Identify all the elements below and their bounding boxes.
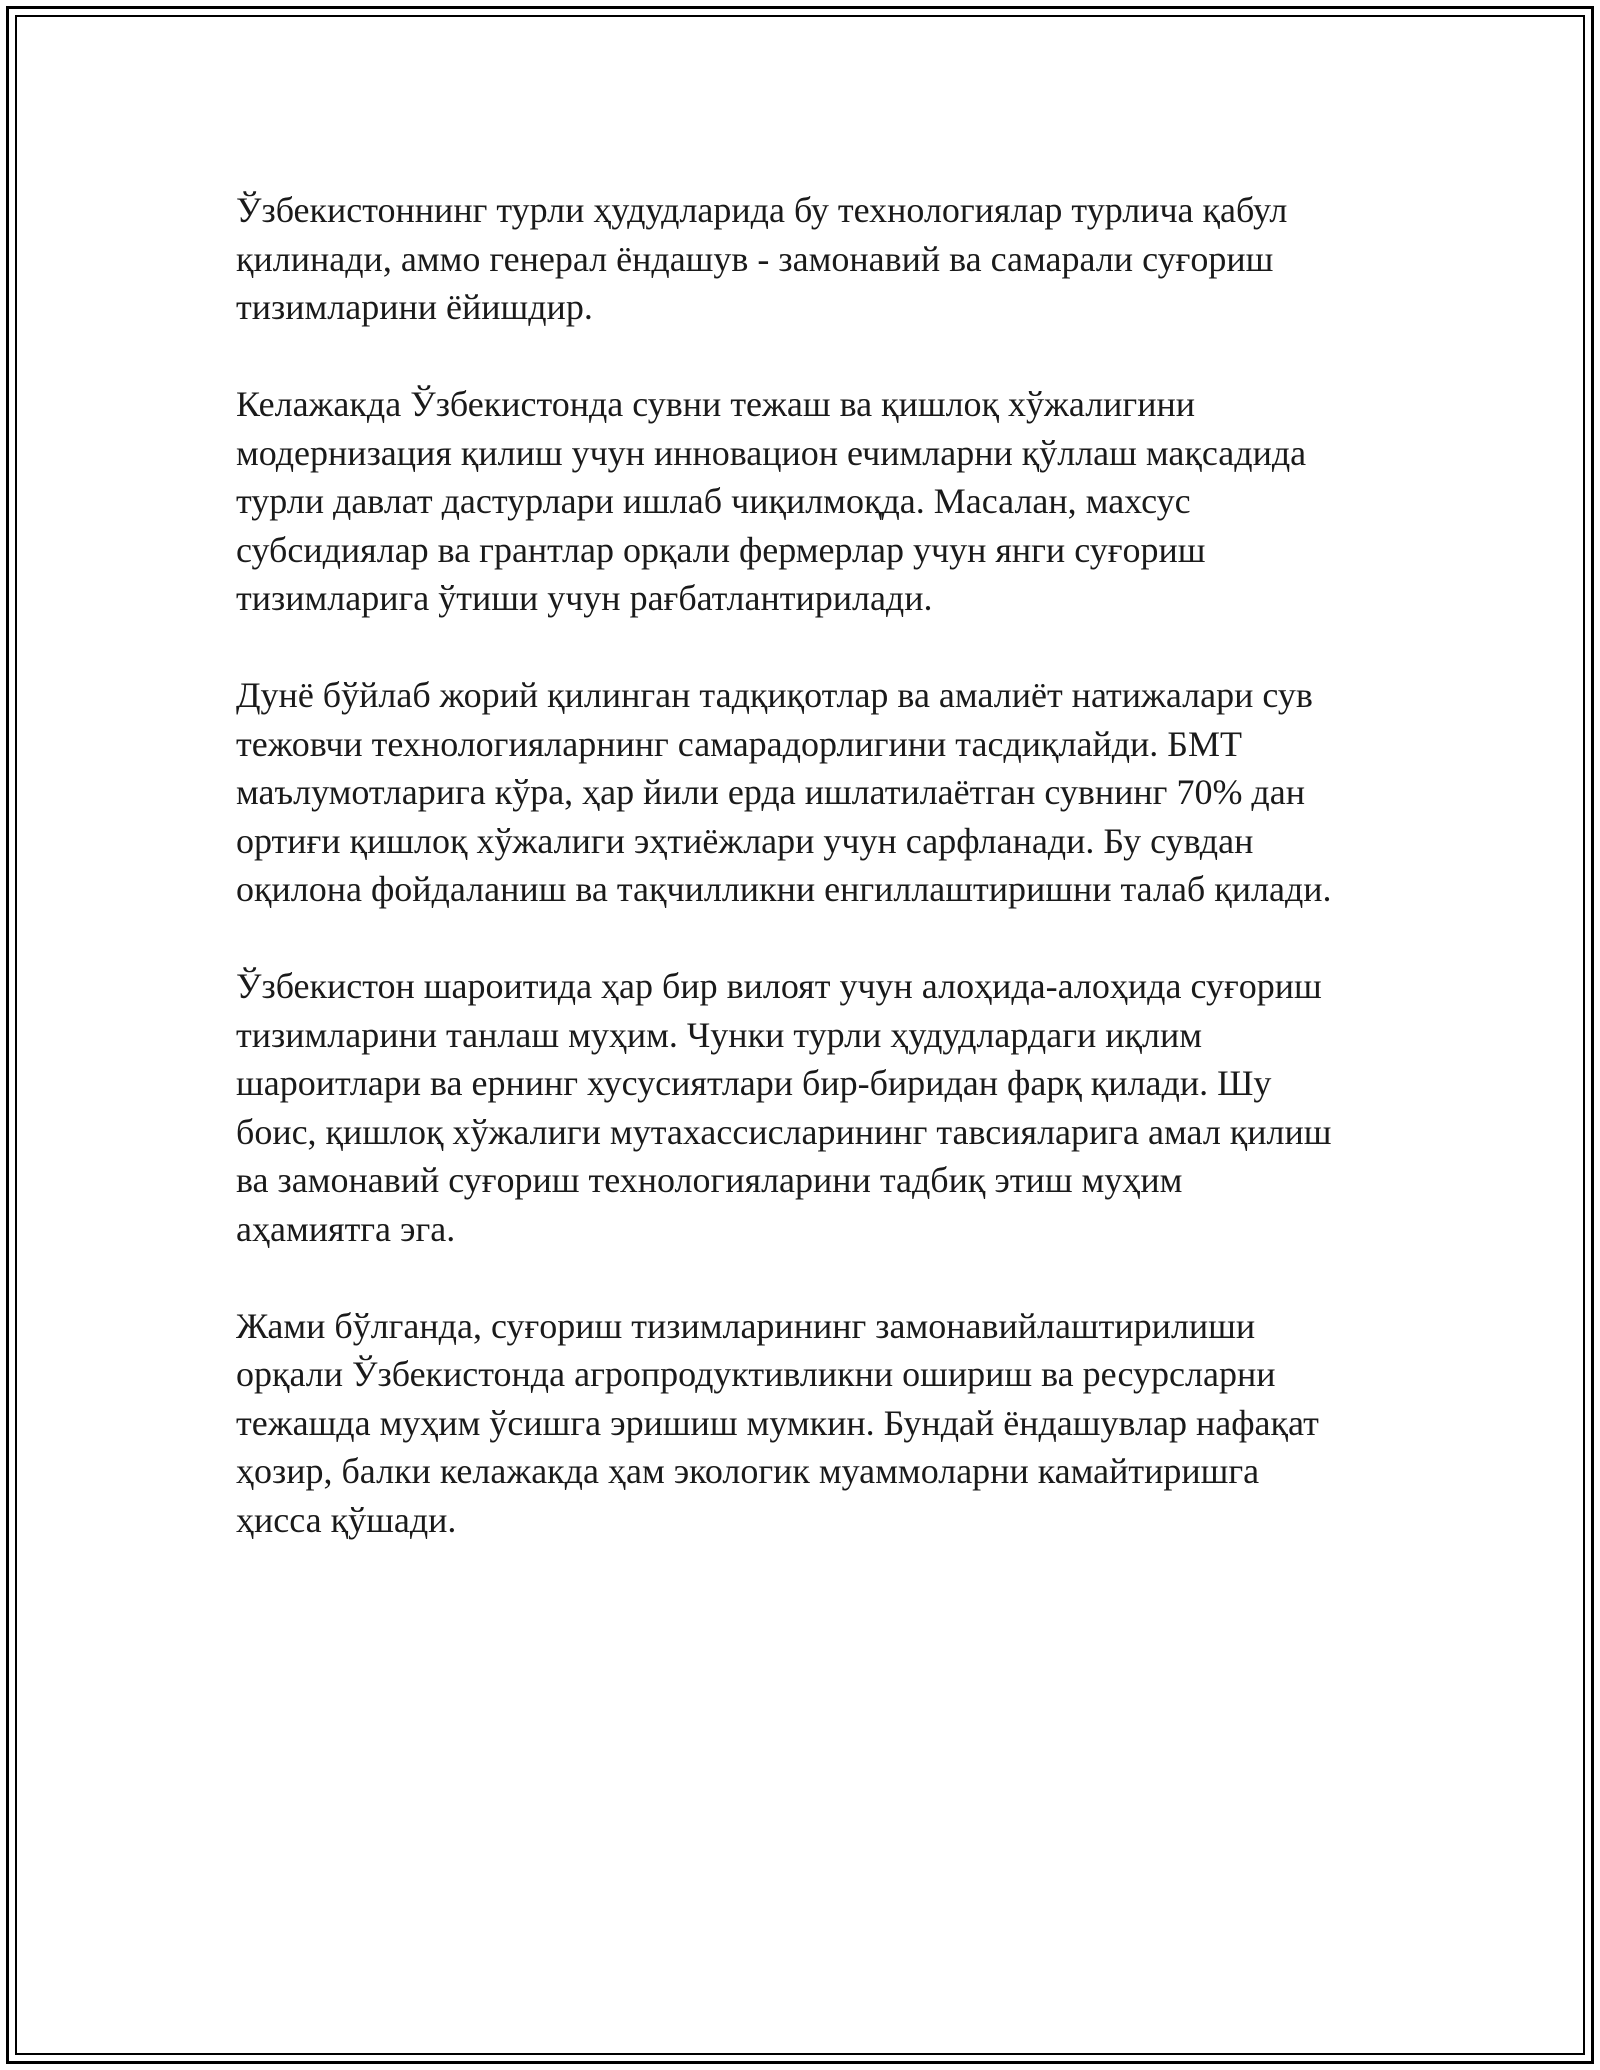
text-line: Келажакда Ўзбекистонда сувни тежаш ва қишлоқ хўжалигини [236,384,1195,424]
text-line: модернизация қилиш учун инновацион ечимларни қўллаш мақсадида [236,432,1307,473]
text-line: турли давлат дастурлари ишлаб чиқилмоқда. Масалан, махсус [236,481,1191,521]
text-line: ва замонавий суғориш технологияларини тадбиқ этиш муҳим [236,1160,1183,1200]
text-line: ҳозир, балки келажакда ҳам экологик муаммоларни камайтиришга [236,1451,1260,1491]
text-line: Дунё бўйлаб жорий қилинган тадқиқотлар ва амалиёт натижалари сув [236,675,1313,715]
text-line: Ўзбекистон шароитида ҳар бир вилоят учун алоҳида-алоҳида суғориш [236,966,1322,1006]
paragraph-4 [236,962,1376,1253]
text-line: ҳисса қўшади. [236,1499,457,1540]
text-line: шароитлари ва ернинг хусусиятлари бир-биридан фарқ қилади. Шу [236,1063,1272,1103]
paragraph-2 [236,380,1376,623]
document-body [236,186,1376,1593]
text-line: орқали Ўзбекистонда агропродуктивликни ошириш ва ресурсларни [236,1354,1276,1394]
text-line: Жами бўлганда, суғориш тизимларининг замонавийлаштирилиши [236,1305,1256,1346]
text-line: тежовчи технологияларнинг самарадорлигини тасдиқлайди. БМТ [236,723,1242,764]
paragraph-3 [236,671,1376,914]
text-line: маълумотларига кўра, ҳар йили ерда ишлатилаётган сувнинг 70% дан [236,772,1305,812]
text-line: тизимларини ёйишдир. [236,287,593,327]
text-line: қилинади, аммо генерал ёндашув - замонавий ва самарали суғориш [236,238,1274,279]
text-line: ортиғи қишлоқ хўжалиги эҳтиёжлари учун сарфланади. Бу сувдан [236,820,1254,861]
text-line: тежашда муҳим ўсишга эришиш мумкин. Бундай ёндашувлар нафақат [236,1402,1319,1443]
text-line: тизимларини танлаш муҳим. Чунки турли ҳудудлардаги иқлим [236,1014,1203,1055]
text-line: субсидиялар ва грантлар орқали фермерлар учун янги суғориш [236,529,1206,570]
text-line: оқилона фойдаланиш ва тақчилликни енгиллаштиришни талаб қилади. [236,869,1332,909]
text-line: тизимларига ўтиши учун рағбатлантирилади. [236,578,933,618]
text-line: аҳамиятга эга. [236,1208,456,1249]
text-line: боис, қишлоқ хўжалиги мутахассисларининг тавсияларига амал қилиш [236,1111,1332,1152]
text-line: Ўзбекистоннинг турли ҳудудларида бу технологиялар турлича қабул [236,190,1288,230]
paragraph-5 [236,1302,1376,1545]
paragraph-1 [236,186,1376,332]
